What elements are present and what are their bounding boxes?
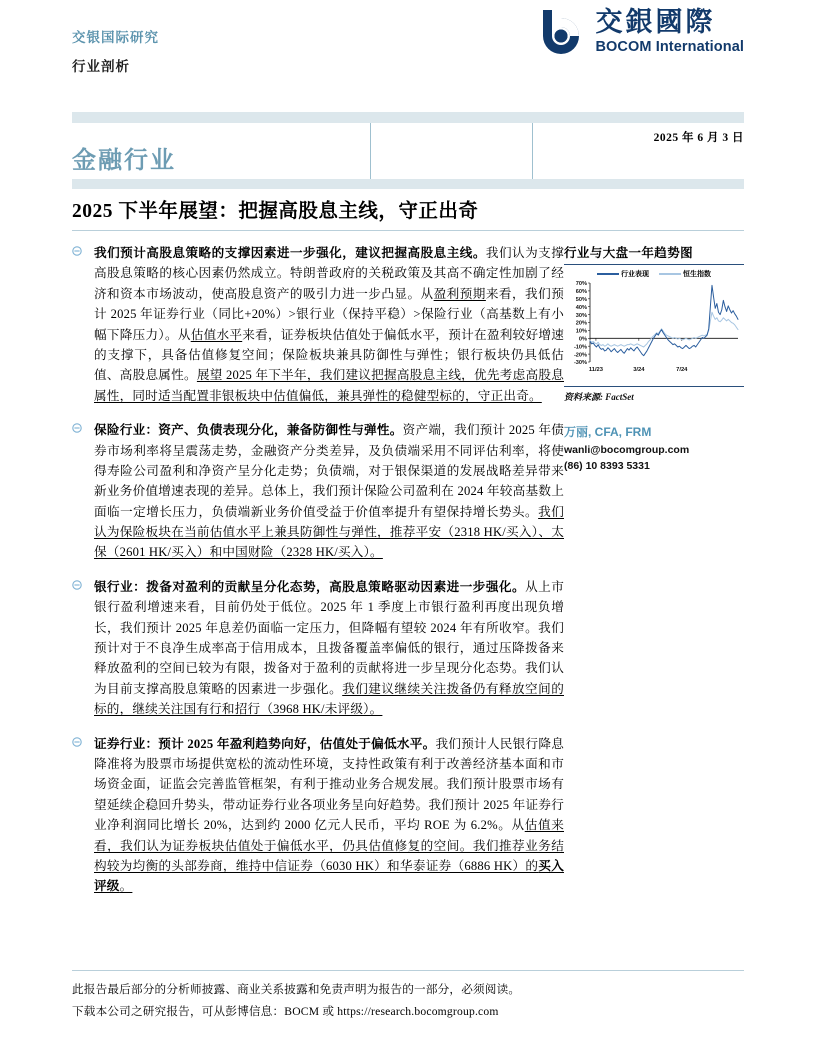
paragraph-securities: 证券行业：预计 2025 年盈利趋势向好，估值处于偏低水平。我们预计人民银行降息降准将为股票市场提供宽松的流动性环境，支持性政策有利于改善经济基本面和市场资金面，证监会完善监管框架，有利于推动业务合规发展。我们预计股票市场有望延续企稳回升势头，带动证券行业各项业务呈向好趋势。我们预计 2025 年证券行业净利润同比增长 20%，达到约 2000 亿元人民币，平均 ROE 为 6.2%。从估值来看，我们认为证券板块估值处于偏低水平，仍具估值修复的空间。我们推荐业务结构较为均衡的头部券商，维持中信证券（6030 HK）和华泰证券（6886 HK）的买入评级。 [94,736,565,894]
legend-item-industry [597,269,649,279]
bocom-logo-mark-icon [535,6,587,58]
bullet-minus-circle-icon [72,577,94,590]
header-band-bottom [72,179,744,189]
paragraph-overview: 我们预计高股息策略的支撑因素进一步强化，建议把握高股息主线。我们认为支撑高股息策略的核心因素仍然成立。特朗普政府的关税政策及其高不确定性加剧了经济和资本市场波动，使高股息资产的吸引力进一步凸显。从盈利预期来看，我们预计 2025 年证券行业（同比+20%）>银行业（保持平稳）>保险行业（高基数上有小幅下降压力）。从估值水平来看，证券板块估值处于偏低水平，预计在盈利较好增速的支撑下，具备估值修复空间；保险板块兼具防御性与弹性；银行板块仍具低估值、高股息属性。展望 2025 年下半年，我们建议把握高股息主线，优先考虑高股息属性，同时适当配置非银板块中估值偏低，兼具弹性的稳健型标的，守正出奇。 [94,246,564,403]
page-footer [72,970,744,1022]
bullet-paragraph [72,734,564,897]
chart-title: 行业与大盘一年趋势图 [564,243,744,265]
svg-text:3/24: 3/24 [633,367,645,373]
footer-rule [72,970,744,971]
footer-download-info: 下载本公司之研究报告，可从彭博信息：BOCM 或 https://research.bocomgroup.com [72,1004,499,1018]
legend-swatch-hsi [659,273,681,275]
logo-english-name: BOCOM International [595,39,744,56]
analyst-email[interactable]: wanli@bocomgroup.com [564,444,690,456]
bullet-paragraph [72,577,564,720]
svg-text:-30%: -30% [573,360,587,367]
report-category: 行业剖析 [72,59,130,74]
svg-text:60%: 60% [575,289,587,296]
legend-item-hsi [659,269,711,279]
sidebar [564,243,744,911]
chart-plot [564,280,744,378]
svg-text:40%: 40% [575,304,587,311]
sector-title-row [72,123,744,179]
bullet-minus-circle-icon [72,734,94,747]
title-divider-2 [532,123,533,179]
analyst-phone: (86) 10 8393 5331 [564,459,650,472]
report-date: 2025 年 6 月 3 日 [653,132,744,144]
brand-name: 交银国际研究 [72,30,159,45]
logo-text [595,9,744,55]
footer-disclosure: 此报告最后部分的分析师披露、商业关系披露和免责声明为报告的一部分，必须阅读。 [72,983,521,997]
paragraph-insurance: 保险行业：资产、负债表现分化，兼备防御性与弹性。资产端，我们预计 2025 年债券市场利率将呈震荡走势，金融资产分类差异，及负债端采用不同评估利率，将使得寿险公司盈利和净资产呈分化走势；负债端，对于银保渠道的发展战略差异带来新业务价值增速表现的差异。总体上，我们预计保险公司盈利在 2024 年较高基数上面临一定增长压力，负债端新业务价值受益于价值率提升有望保持增长势头。我们认为保险板块在当前估值水平上兼具防御性与弹性，推荐平安（2318 HK/买入）、太保（2601 HK/买入）和中国财险（2328 HK/买入）。 [94,423,564,560]
svg-text:50%: 50% [575,297,587,303]
paragraph-banking: 银行业：拨备对盈利的贡献呈分化态势，高股息策略驱动因素进一步强化。从上市银行盈利增速来看，目前仍处于低位。2025 年 1 季度上市银行盈利再度出现负增长，我们预计 2025 年息差仍面临一定压力，但降幅有望较 2024 年有所收窄。我们预计对于不良净生成率高于信用成本，且拨备覆盖率偏低的银行，通过压降拨备来释放盈利的空间已较为有限，拨备对于盈利的贡献将进一步呈现分化态势。我们认为目前支撑高股息策略的因素进一步强化。我们建议继续关注拨备仍有释放空间的标的，继续关注国有行和招行（3968 HK/未评级）。 [94,579,564,717]
chart-source: 资料来源: FactSet [564,392,634,402]
svg-text:7/24: 7/24 [676,367,688,373]
bocom-logo [535,6,744,58]
svg-text:70%: 70% [575,281,587,288]
svg-text:20%: 20% [575,320,587,327]
svg-text:11/23: 11/23 [588,367,604,373]
main-column [72,243,564,911]
bullet-paragraph [72,243,564,406]
legend-swatch-industry [597,273,619,275]
bullet-minus-circle-icon [72,420,94,433]
bullet-minus-circle-icon [72,243,94,256]
page-header [72,0,744,112]
sector-title: 金融行业 [72,148,176,174]
svg-text:10%: 10% [575,328,587,335]
page-content [72,243,744,911]
analyst-name: 万丽, CFA, FRM [564,425,652,439]
svg-text:0%: 0% [578,336,587,343]
brand-block [72,26,159,75]
logo-chinese-name: 交銀國際 [595,7,716,38]
svg-text:-10%: -10% [573,344,587,351]
analyst-block [564,423,744,475]
chart-legend [564,269,744,279]
header-band-top [72,112,744,123]
trend-chart [564,269,744,387]
title-rule [72,230,744,231]
title-divider-1 [370,123,371,179]
bullet-paragraph [72,420,564,563]
svg-text:30%: 30% [575,312,587,319]
page-title: 2025 下半年展望：把握高股息主线，守正出奇 [72,201,479,222]
legend-label-industry: 行业表现 [621,270,649,278]
svg-text:-20%: -20% [573,352,587,359]
legend-label-hsi: 恒生指数 [683,270,711,278]
